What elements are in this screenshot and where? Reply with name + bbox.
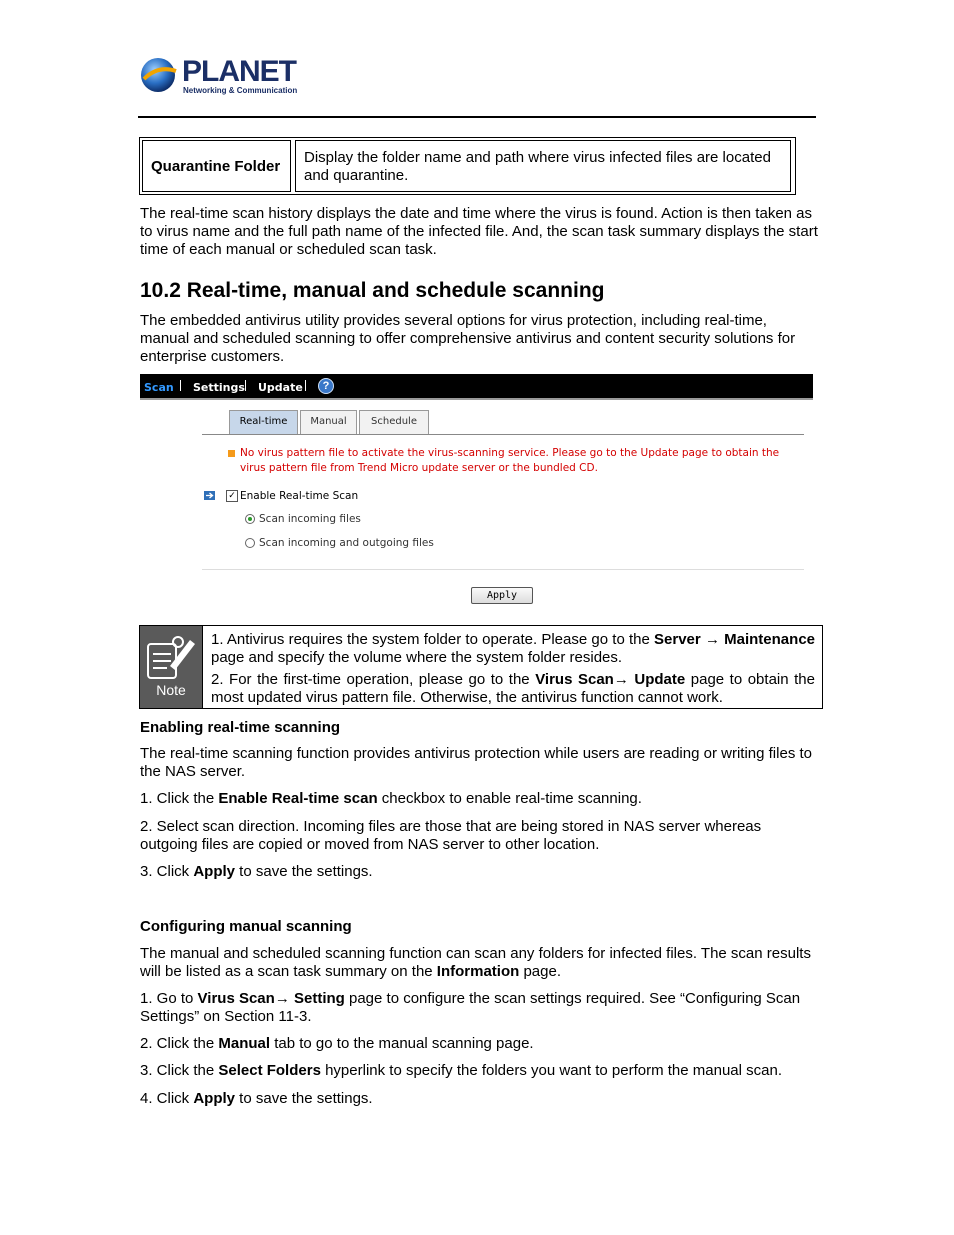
form-separator xyxy=(202,569,804,570)
manual-intro: The manual and scheduled scanning function can scan any folders for infected files. The scan results will be listed as a scan task summary on the Information page. xyxy=(140,945,811,980)
nav-scan[interactable]: Scan xyxy=(144,381,174,394)
tab-schedule[interactable]: Schedule xyxy=(359,410,429,434)
note-item-1: 1. Antivirus requires the system folder to operate. Please go to the Server → Maintenance page and specify the volume where the system folder resides. xyxy=(211,631,815,666)
note-text xyxy=(211,631,815,707)
enable-realtime-label: Enable Real-time Scan xyxy=(240,490,359,502)
radio-incoming[interactable] xyxy=(245,514,255,524)
section-intro: The embedded antivirus utility provides several options for virus protection, including real-time, manual and scheduled scanning to offer comprehensive antivirus and content security solutions for enterprise customers. xyxy=(140,312,796,365)
tab-underline xyxy=(202,434,804,435)
nav-settings[interactable]: Settings xyxy=(193,381,245,394)
nav-separator xyxy=(180,380,181,391)
top-nav-bar xyxy=(140,374,813,400)
manual-step-4: 4. Click Apply to save the settings. xyxy=(140,1090,373,1107)
arrow-right-icon xyxy=(204,491,215,500)
warning-bullet-icon xyxy=(228,450,235,457)
radio-incoming-outgoing-label: Scan incoming and outgoing files xyxy=(259,537,434,549)
realtime-step-3: 3. Click Apply to save the settings. xyxy=(140,863,373,880)
enable-realtime-checkbox[interactable]: ✓ xyxy=(226,490,238,502)
table-label-cell: Quarantine Folder xyxy=(142,140,291,192)
nav-separator xyxy=(305,380,306,391)
brand-name: PLANET xyxy=(182,55,296,88)
nav-separator xyxy=(245,380,246,391)
planet-logo xyxy=(138,55,298,97)
antivirus-ui-screenshot xyxy=(140,374,813,614)
nav-update[interactable]: Update xyxy=(258,381,303,394)
intro-paragraph: The real-time scan history displays the date and time where the virus is found. Action is then taken as to virus name and the full path name of the infected file. And, the scan task summary displays the start time of each manual or scheduled scan task. xyxy=(140,205,818,258)
realtime-step-2: 2. Select scan direction. Incoming files are those that are being stored in NAS server whereas outgoing files are copied or moved from NAS server to other location. xyxy=(140,818,762,853)
radio-incoming-outgoing[interactable] xyxy=(245,538,255,548)
note-icon xyxy=(140,626,203,708)
apply-button[interactable]: Apply xyxy=(471,587,533,604)
warning-message: No virus pattern file to activate the virus-scanning service. Please go to the Update page to obtain the virus pattern file from Trend Micro update server or the bundled CD. xyxy=(240,447,780,474)
note-item-2: 2. For the first-time operation, please go to the Virus Scan→ Update page to obtain the most updated virus pattern file. Otherwise, the antivirus function cannot work. xyxy=(211,671,815,706)
section-title: 10.2 Real-time, manual and schedule scanning xyxy=(140,279,605,302)
radio-incoming-label: Scan incoming files xyxy=(259,513,361,525)
tab-manual[interactable]: Manual xyxy=(300,410,357,434)
help-icon[interactable]: ? xyxy=(318,378,334,394)
manual-heading: Configuring manual scanning xyxy=(140,918,352,935)
manual-step-1: 1. Go to Virus Scan→ Setting page to configure the scan settings required. See “Configuring Scan Settings” on Section 11-3. xyxy=(140,990,801,1025)
manual-step-2: 2. Click the Manual tab to go to the manual scanning page. xyxy=(140,1035,534,1052)
notepad-pen-icon xyxy=(140,630,202,686)
definition-table xyxy=(139,137,796,195)
header-rule xyxy=(138,116,816,118)
note-label: Note xyxy=(156,682,186,698)
realtime-intro: The real-time scanning function provides antivirus protection while users are reading or writing files to the NAS server. xyxy=(140,745,812,780)
table-desc-cell: Display the folder name and path where virus infected files are located and quarantine. xyxy=(295,140,791,192)
realtime-step-1: 1. Click the Enable Real-time scan checkbox to enable real-time scanning. xyxy=(140,790,642,807)
brand-tagline: Networking & Communication xyxy=(183,86,298,95)
note-box xyxy=(139,625,823,709)
realtime-heading: Enabling real-time scanning xyxy=(140,719,341,736)
tab-real-time[interactable]: Real-time xyxy=(229,410,298,435)
manual-step-3: 3. Click the Select Folders hyperlink to specify the folders you want to perform the manual scan. xyxy=(140,1062,782,1079)
